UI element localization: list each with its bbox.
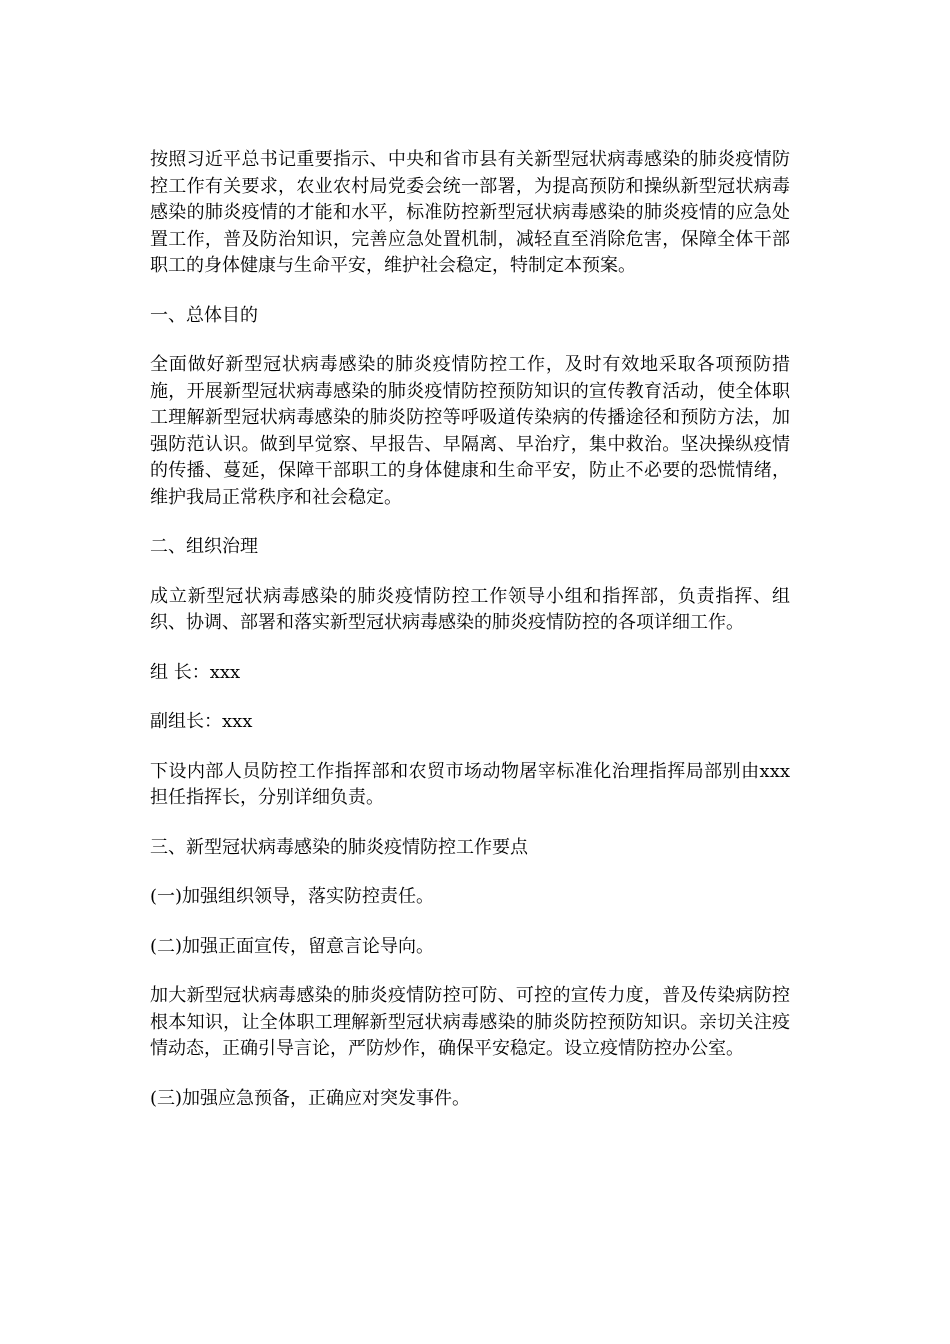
section-1-paragraph: 全面做好新型冠状病毒感染的肺炎疫情防控工作，及时有效地采取各项预防措施，开展新型冠状病毒感染的肺炎疫情防控预防知识的宣传教育活动，使全体职工理解新型冠状病毒感染的肺炎防控等呼吸道传染病的传播途径和预防方法，加强防范认识。做到早觉察、早报告、早隔离、早治疗，集中救治。坚决操纵疫情的传播、蔓延，保障干部职工的身体健康和生命平安，防止不必要的恐慌情绪，维护我局正常秩序和社会稳定。 [150, 354, 790, 508]
publicity-paragraph: 加大新型冠状病毒感染的肺炎疫情防控可防、可控的宣传力度，普及传染病防控根本知识，让全体职工理解新型冠状病毒感染的肺炎防控预防知识。亲切关注疫情动态，正确引导言论，严防炒作，确保平安稳定。设立疫情防控办公室。 [150, 985, 790, 1059]
section-2-paragraph: 成立新型冠状病毒感染的肺炎疫情防控工作领导小组和指挥部，负责指挥、组织、协调、部署和落实新型冠状病毒感染的肺炎疫情防控的各项详细工作。 [150, 585, 790, 633]
section-heading-1: 一、总体目的 [150, 304, 258, 326]
subsection-heading-2: (二)加强正面宣传，留意言论导向。 [150, 935, 435, 957]
command-structure-paragraph: 下设内部人员防控工作指挥部和农贸市场动物屠宰标准化治理指挥局部别由xxx 担任指挥长，分别详细负责。 [150, 760, 790, 808]
group-leader-line: 组 长：xxx [150, 661, 241, 683]
intro-paragraph: 按照习近平总书记重要指示、中央和省市县有关新型冠状病毒感染的肺炎疫情防控工作有关要求，农业农村局党委会统一部署，为提高预防和操纵新型冠状病毒感染的肺炎疫情的才能和水平，标准防控新型冠状病毒感染的肺炎疫情的应急处置工作，普及防治知识，完善应急处置机制，减轻直至消除危害，保障全体干部职工的身体健康与生命平安，维护社会稳定，特制定本预案。 [150, 149, 790, 276]
subsection-heading-1: (一)加强组织领导，落实防控责任。 [150, 886, 435, 907]
deputy-leader-line: 副组长：xxx [150, 711, 253, 732]
document-body [150, 147, 790, 1135]
subsection-heading-3: (三)加强应急预备，正确应对突发事件。 [150, 1087, 471, 1109]
section-heading-3: 三、新型冠状病毒感染的肺炎疫情防控工作要点 [150, 836, 528, 858]
section-heading-2: 二、组织治理 [150, 536, 258, 557]
